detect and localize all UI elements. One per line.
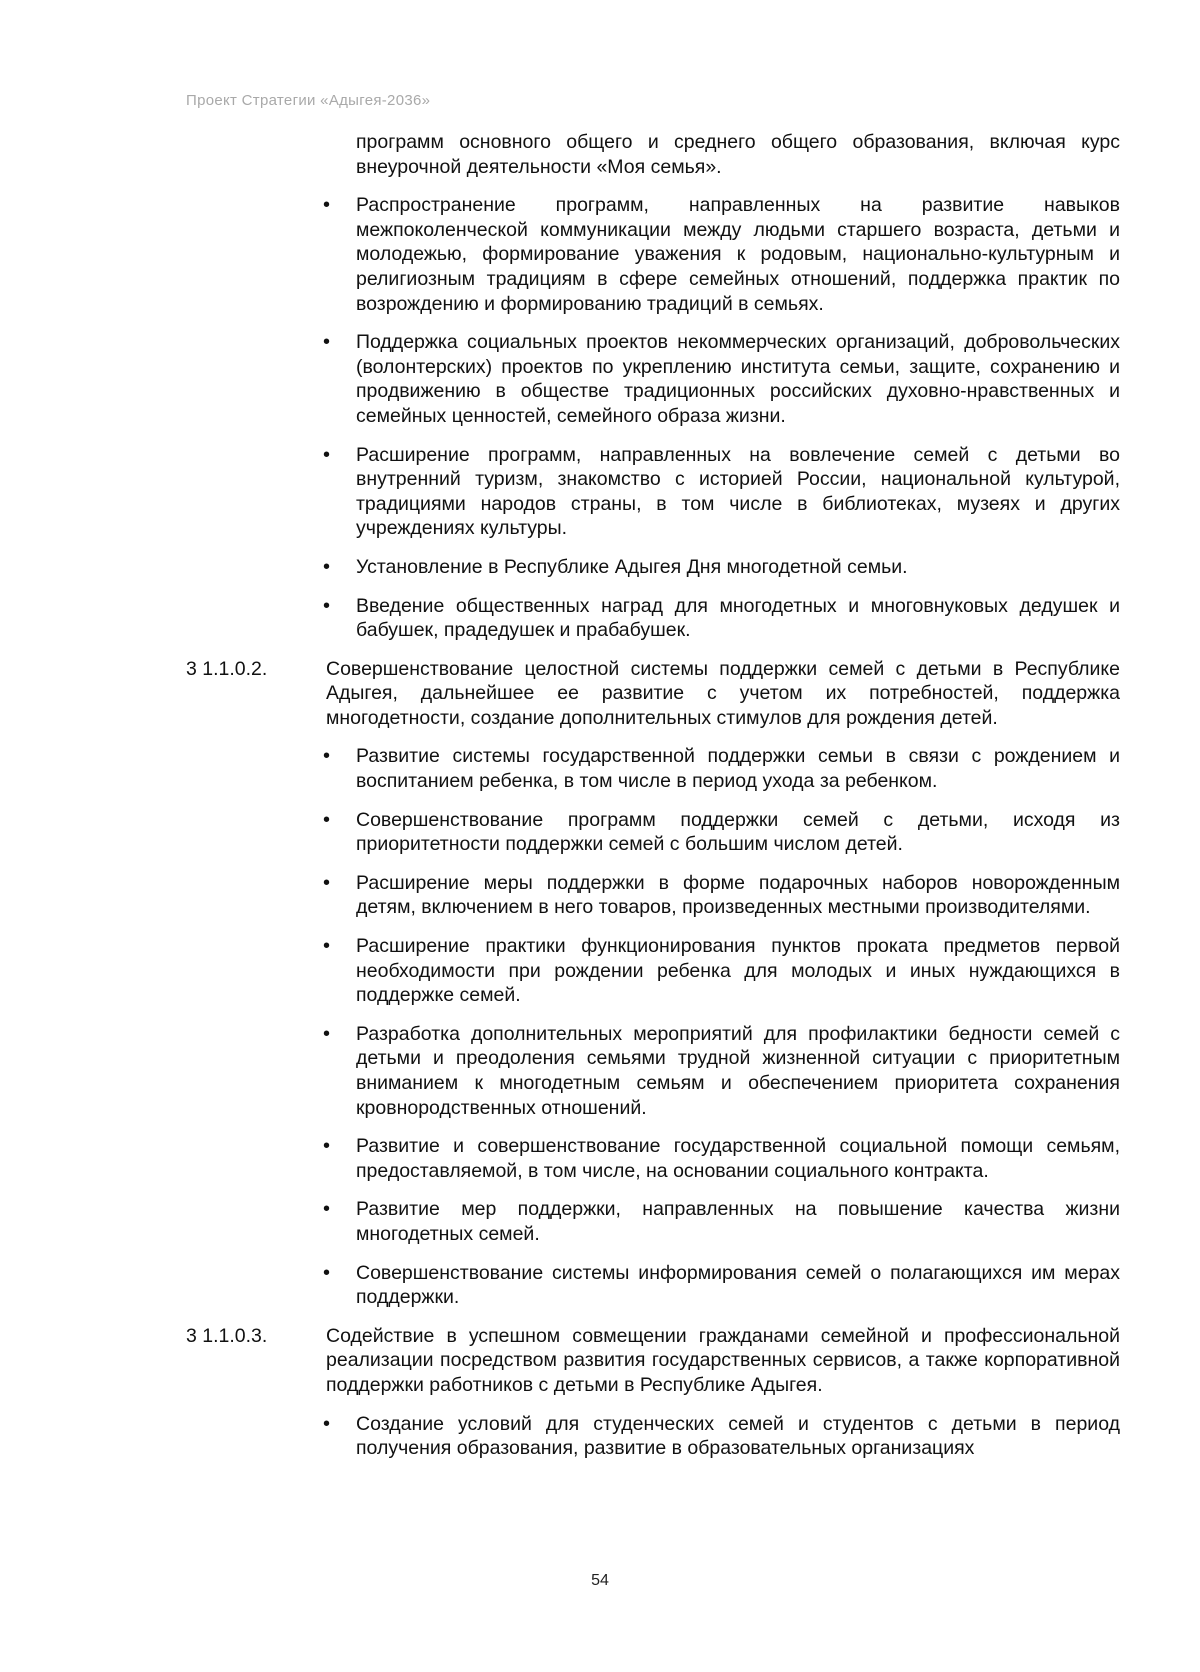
list-item <box>323 594 1120 643</box>
list-item <box>323 443 1120 541</box>
continuation-paragraph: программ основного общего и среднего общего образования, включая курс внеурочной деятельности «Моя семья». <box>356 131 1120 178</box>
document-body <box>186 130 1120 1475</box>
bullet-list-b <box>186 744 1120 1309</box>
running-header: Проект Стратегии «Адыгея-2036» <box>186 92 431 109</box>
bullet-icon: • <box>323 555 331 578</box>
section-1-1-0-2 <box>186 657 1120 731</box>
bullet-icon: • <box>323 1412 331 1435</box>
bullet-list-c <box>186 1412 1120 1461</box>
bullet-icon: • <box>323 808 331 831</box>
bullet-icon: • <box>323 594 331 617</box>
list-item <box>323 555 1120 580</box>
list-item-text: Развитие и совершенствование государственной социальной помощи семьям, предоставляемой, в том числе, на основании социального контракта. <box>356 1135 1120 1182</box>
list-item <box>323 1412 1120 1461</box>
list-item-text: Расширение практики функционирования пунктов проката предметов первой необходимости при рождении ребенка для молодых и иных нуждающихся в поддержке семей. <box>356 935 1120 1007</box>
list-item-text: Совершенствование программ поддержки семей с детьми, исходя из приоритетности поддержки семей с большим числом детей. <box>356 808 1120 856</box>
bullet-icon: • <box>323 443 331 466</box>
bullet-icon: • <box>323 1135 331 1158</box>
list-item <box>323 1197 1120 1246</box>
section-number: 3 1.1.0.2. <box>186 657 268 680</box>
list-item-text: Совершенствование системы информирования семей о полагающихся им мерах поддержки. <box>356 1261 1120 1309</box>
list-item-text: Распространение программ, направленных на развитие навыков межпоколенческой коммуникации между людьми старшего возраста, детьми и молодежью, формирование уважения к родовым, национально-культурным и религиозным традициям в сфере семейных отношений, поддержка практик по возрождению и формированию традиций в семьях. <box>356 194 1120 315</box>
bullet-icon: • <box>323 745 331 768</box>
section-1-1-0-3 <box>186 1324 1120 1398</box>
list-item <box>323 193 1120 316</box>
list-item-text: Создание условий для студенческих семей и студентов с детьми в период получения образования, развитие в образовательных организациях <box>356 1412 1120 1460</box>
bullet-list-a <box>186 193 1120 643</box>
list-item <box>323 1261 1120 1310</box>
list-item-text: Введение общественных наград для многодетных и многовнуковых дедушек и бабушек, прадедушек и прабабушек. <box>356 594 1120 642</box>
list-item <box>323 744 1120 793</box>
bullet-icon: • <box>323 1198 331 1221</box>
bullet-icon: • <box>323 331 331 354</box>
bullet-icon: • <box>323 1022 331 1045</box>
list-item-text: Поддержка социальных проектов некоммерческих организаций, добровольческих (волонтерских) проектов по укреплению института семьи, защите, сохранению и продвижению в обществе традиционных российских духовно-нравственных и семейных ценностей, семейного образа жизни. <box>356 331 1120 427</box>
bullet-icon: • <box>323 194 331 217</box>
list-item <box>323 808 1120 857</box>
list-item-text: Расширение меры поддержки в форме подарочных наборов новорожденным детям, включением в него товаров, произведенных местными производителями. <box>356 871 1120 919</box>
list-item <box>323 1134 1120 1183</box>
list-item-text: Установление в Республике Адыгея Дня многодетной семьи. <box>356 555 908 578</box>
list-item-text: Развитие системы государственной поддержки семьи в связи с рождением и воспитанием ребенка, в том числе в период ухода за ребенком. <box>356 745 1120 793</box>
bullet-icon: • <box>323 935 331 958</box>
section-text: Содействие в успешном совмещении гражданами семейной и профессиональной реализации посредством развития государственных сервисов, а также корпоративной поддержки работников с детьми в Республике Адыгея. <box>326 1324 1120 1396</box>
list-item <box>323 330 1120 428</box>
bullet-icon: • <box>323 871 331 894</box>
list-item-text: Расширение программ, направленных на вовлечение семей с детьми во внутренний туризм, знакомство с историей России, национальной культурой, традициями народов страны, в том числе в библиотеках, музеях и других учреждениях культуры. <box>356 443 1120 540</box>
list-item <box>323 934 1120 1008</box>
section-number: 3 1.1.0.3. <box>186 1324 268 1347</box>
section-text: Совершенствование целостной системы поддержки семей с детьми в Республике Адыгея, дальнейшее ее развитие с учетом их потребностей, поддержка многодетности, создание дополнительных стимулов для рождения детей. <box>326 657 1120 729</box>
list-item-text: Развитие мер поддержки, направленных на повышение качества жизни многодетных семей. <box>356 1198 1120 1245</box>
list-item-text: Разработка дополнительных мероприятий для профилактики бедности семей с детьми и преодоления семьями трудной жизненной ситуации с приоритетным вниманием к многодетным семьям и обеспечением приоритета сохранения кровнородственных отношений. <box>356 1022 1120 1119</box>
page-number: 54 <box>591 1572 609 1589</box>
list-item <box>323 1022 1120 1120</box>
list-item <box>323 871 1120 920</box>
bullet-icon: • <box>323 1261 331 1284</box>
